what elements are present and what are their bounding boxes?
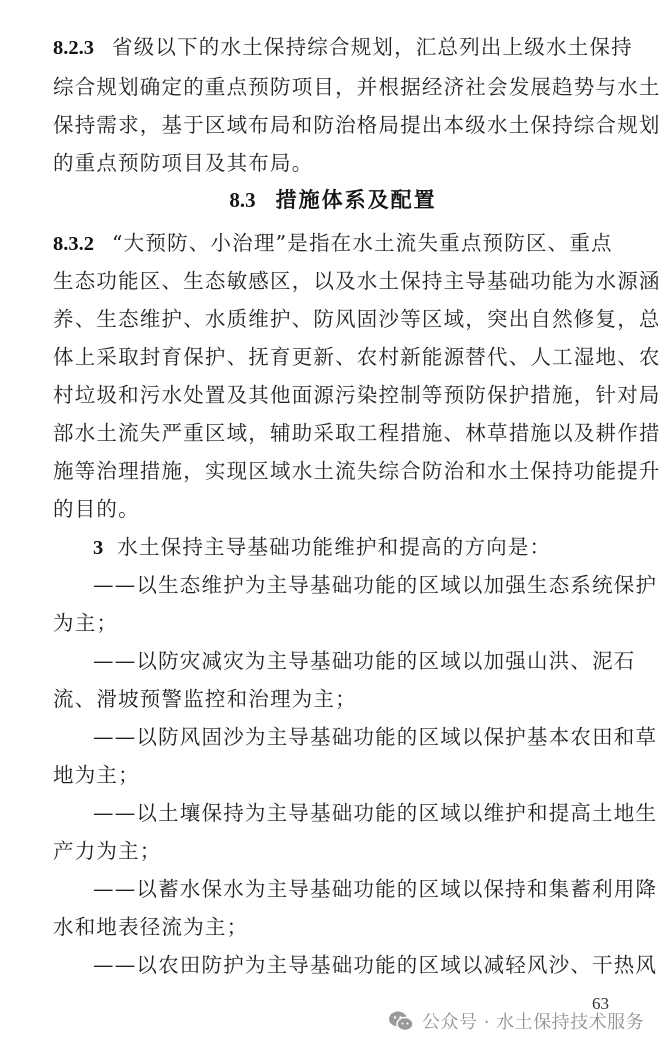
heading-number: 8.3 [229,188,256,212]
list-item: ——以防风固沙为主导基础功能的区域以保护基本农田和草 [93,725,658,749]
watermark-text: 公众号 · 水土保持技术服务 [422,1012,645,1033]
paragraph-line: 的目的。 [53,497,140,521]
item-number: 3 [93,537,104,559]
list-intro [93,530,551,564]
list-item: ——以生态维护为主导基础功能的区域以加强生态系统保护 [93,573,658,597]
section-heading [53,183,613,217]
paragraph-line: 部水土流失严重区域，辅助采取工程措施、林草措施以及耕作措 [53,421,661,445]
list-item-continuation: 为主； [53,611,119,635]
paragraph-line [53,30,633,64]
paragraph-line: 施等治理措施，实现区域水土流失综合防治和水土保持功能提升 [53,459,661,483]
clause-number: 8.2.3 [53,37,94,59]
paragraph-line: 生态功能区、生态敏感区，以及水土保持主导基础功能为水源涵 [53,269,661,293]
paragraph-line: 综合规划确定的重点预防项目，并根据经济社会发展趋势与水土 [53,75,661,99]
list-item-continuation: 流、滑坡预警监控和治理为主； [53,687,357,711]
wechat-icon [388,1010,414,1032]
list-item: ——以土壤保持为主导基础功能的区域以维护和提高土地生 [93,801,658,825]
paragraph-line: 保持需求，基于区域布局和防治格局提出本级水土保持综合规划 [53,113,661,137]
list-item: ——以农田防护为主导基础功能的区域以减轻风沙、干热风 [93,953,658,977]
list-item-continuation: 地为主； [53,763,140,787]
paragraph-line [53,226,613,260]
list-item-continuation: 水和地表径流为主； [53,915,249,939]
paragraph-line: 体上采取封育保护、抚育更新、农村新能源替代、人工湿地、农 [53,345,661,369]
heading-title: 措施体系及配置 [275,187,437,212]
text: “大预防、小治理”是指在水土流失重点预防区、重点 [112,231,613,255]
text: 省级以下的水土保持综合规划，汇总列出上级水土保持 [112,35,633,59]
list-item: ——以防灾减灾为主导基础功能的区域以加强山洪、泥石 [93,649,636,673]
clause-number: 8.3.2 [53,233,94,255]
paragraph-line: 村垃圾和污水处置及其他面源污染控制等预防保护措施，针对局 [53,383,661,407]
paragraph-line: 养、生态维护、水质维护、防风固沙等区域，突出自然修复，总 [53,307,661,331]
list-item-continuation: 产力为主； [53,839,162,863]
list-item: ——以蓄水保水为主导基础功能的区域以保持和集蓄利用降 [93,877,658,901]
page-number: 63 [592,994,609,1013]
paragraph-line: 的重点预防项目及其布局。 [53,151,314,175]
watermark [388,1008,644,1034]
text: 水土保持主导基础功能维护和提高的方向是： [117,535,552,559]
